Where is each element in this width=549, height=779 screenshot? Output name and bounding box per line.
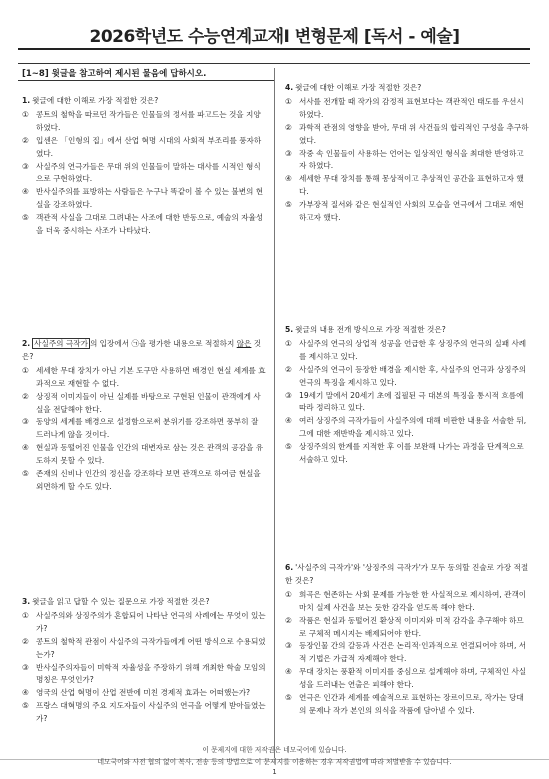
answer-option[interactable]: ③ 동양의 세계를 배경으로 설정함으로써 분위기를 강조하면 풍부히 잘 드러나게 않을 것이다. xyxy=(22,417,259,440)
answer-option[interactable]: ① 콩트의 철학을 따르던 작가들은 인물들의 정서를 파고드는 것을 지양하였다. xyxy=(22,109,261,132)
answer-option[interactable]: ① 사실주의와 상징주의가 혼합되어 나타난 연극의 사례에는 무엇이 있는가? xyxy=(22,610,266,633)
answer-option[interactable]: ④ 반사실주의를 표방하는 사람들은 누구나 똑같이 볼 수 있는 불변의 현실을 강조하였다. xyxy=(22,187,264,210)
answer-option[interactable]: ⑤ 연극은 인간과 세계를 예술적으로 표현하는 장르이므로, 작가는 당대의 문제나 작가 본인의 의식을 작품에 담아낼 수 있다. xyxy=(285,693,524,715)
answer-option[interactable]: ⑤ 객관적 사실을 그대로 그려내는 사조에 대한 반동으로, 예술의 자율성을 더욱 중시하는 사조가 나타났다. xyxy=(22,213,264,236)
question-stem: 윗글을 읽고 답할 수 있는 질문으로 가장 적절한 것은? xyxy=(32,597,210,606)
answer-option[interactable]: ⑤ 상징주의의 한계를 지적한 후 이를 보완해 나가는 과정을 단계적으로 서술하고 있다. xyxy=(285,442,524,465)
question-1 xyxy=(22,95,267,238)
column-divider xyxy=(274,68,275,758)
question-stem: 윗글에 대한 이해로 가장 적절한 것은? xyxy=(295,83,422,92)
instruction-rule xyxy=(18,80,274,81)
question-stem: 윗글의 내용 전개 방식으로 가장 적절한 것은? xyxy=(295,325,446,334)
question-5 xyxy=(285,324,530,467)
instruction: [1~8] 윗글을 참고하여 제시된 물음에 답하시오. xyxy=(22,69,207,79)
answer-option[interactable]: ④ 무대 장치는 풍환적 이미지를 중심으로 설계해야 하며, 구체적인 사실성을 드러내는 연출은 피해야 한다. xyxy=(285,667,527,690)
answer-option[interactable]: ② 사실주의 연극이 등장한 배경을 제시한 후, 사실주의 연극과 상징주의 연극의 특징을 제시하고 있다. xyxy=(285,364,527,387)
answer-option[interactable]: ⑤ 프랑스 대혁명의 주요 지도자들이 사실주의 연극을 어떻게 받아들였는가? xyxy=(22,701,266,724)
question-6 xyxy=(285,562,530,718)
answer-option[interactable]: ④ 세세한 무대 장치를 통해 몽상적이고 추상적인 공간을 표현하고자 했다. xyxy=(285,174,524,197)
answer-option[interactable]: ③ 작중 속 인물들이 사용하는 언어는 일상적인 형식을 최대한 반영하고자 하였다. xyxy=(285,148,524,171)
copyright-line-1: 이 문제지에 대한 저작권은 네모국어에 있습니다. xyxy=(202,746,347,754)
answer-option[interactable]: ① 희곡은 현존하는 사회 문제를 가능한 한 사실적으로 제시하여, 관객이 마치 실제 사건을 보는 듯한 감각을 얻도록 해야 한다. xyxy=(285,589,527,612)
copyright-line-2: 네모국어와 사전 협의 없이 복사, 전송 등의 방법으로 이 문제지를 이용하는 경우 저작권법에 따라 처벌받을 수 있습니다. xyxy=(97,758,452,766)
answer-option[interactable]: ③ 등장인물 간의 갈등과 사건은 논리적·인과적으로 연결되어야 하며, 서적 기법은 가급적 자제해야 한다. xyxy=(285,641,527,664)
answer-option[interactable]: ④ 현실과 동떨어진 인물을 인간의 대변자로 삼는 것은 관객의 공감을 유도하지 못할 수 있다. xyxy=(22,443,264,466)
answer-option[interactable]: ③ 19세기 말에서 20세기 초에 집필된 극 대본의 특징을 통시적 흐름에 따라 정리하고 있다. xyxy=(285,390,524,413)
answer-option[interactable]: ⑤ 가부장적 질서와 같은 현실적인 사회의 모습을 연극에서 그대로 재현하고자 했다. xyxy=(285,200,524,223)
answer-option[interactable]: ② 입센은 「인형의 집」에서 산업 혁명 시대의 사회적 부조리를 풍자하였다. xyxy=(22,135,262,158)
answer-option[interactable]: ⑤ 존재의 신비나 인간의 정신을 강조하다 보면 관객으로 하여금 현실을 외면하게 할 수도 있다. xyxy=(22,469,261,491)
question-stem-end: 것은? xyxy=(22,339,262,361)
answer-option[interactable]: ① 서사를 전개할 때 작가의 감정적 표현보다는 객관적인 태도를 우선시하였다. xyxy=(285,96,524,119)
title-top-rule xyxy=(18,48,530,50)
question-number: 1. xyxy=(22,96,31,105)
question-number: 2. xyxy=(22,339,31,348)
answer-option[interactable]: ② 작품은 현실과 동떨어진 환상적 이미지와 미적 감각을 추구해야 하므로 구체적 메시지는 배제되어야 한다. xyxy=(285,615,524,638)
question-number: 4. xyxy=(285,83,294,92)
question-number: 3. xyxy=(22,597,31,606)
boxed-term: 사실주의 극작가 xyxy=(34,339,88,348)
question-stem: '사실주의 극작가'와 '상징주의 극작가'가 모두 동의할 진술로 가장 적절한 것은? xyxy=(285,563,529,585)
title-bottom-rule xyxy=(18,63,530,64)
underlined-word: 않은 xyxy=(236,339,252,348)
question-3 xyxy=(22,596,267,726)
question-2 xyxy=(22,338,267,494)
answer-option[interactable]: ④ 여러 상징주의 극작가들이 사실주의에 대해 비판한 내용을 서술한 뒤, 그에 대한 재반박을 제시하고 있다. xyxy=(285,416,527,439)
answer-option[interactable]: ④ 영국의 산업 혁명이 산업 전반에 미친 경제적 효과는 어떠했는가? xyxy=(22,688,251,698)
answer-option[interactable]: ② 상징적 이미지들이 아닌 실제를 바탕으로 구현된 인물이 관객에게 사실을 전달해야 한다. xyxy=(22,391,261,414)
question-number: 6. xyxy=(285,563,294,572)
answer-option[interactable]: ① 사실주의 연극의 상업적 성공을 언급한 후 상징주의 연극의 실패 사례를 제시하고 있다. xyxy=(285,338,527,361)
question-stem: 윗글에 대한 이해로 가장 적절한 것은? xyxy=(32,96,159,105)
answer-option[interactable]: ① 세세한 무대 장치가 아닌 기본 도구만 사용하면 배경인 현실 세계를 효과적으로 재현할 수 없다. xyxy=(22,365,266,388)
question-number: 5. xyxy=(285,325,294,334)
answer-option[interactable]: ③ 사실주의 연극가들은 무대 위의 인물들이 말하는 대사를 시적인 형식으로 구현하였다. xyxy=(22,161,261,184)
page-number: 1 xyxy=(272,768,277,776)
answer-option[interactable]: ③ 반사실주의자들이 미학적 자율성을 주장하기 위해 개최한 학술 모임의 명칭은 무엇인가? xyxy=(22,662,266,685)
page-title: 2026학년도 수능연계교재Ⅰ 변형문제 [독서 - 예술] xyxy=(89,27,460,47)
question-4 xyxy=(285,82,530,225)
question-stem: 의 입장에서 ㉠을 평가한 내용으로 적절하지 xyxy=(89,339,237,348)
answer-option[interactable]: ② 과학적 관점의 영향을 받아, 무대 위 사건들의 합리적인 구성을 추구하였다. xyxy=(285,122,529,145)
answer-option[interactable]: ② 콩트의 철학적 관점이 사실주의 극작가들에게 어떤 방식으로 수용되었는가? xyxy=(22,636,266,659)
